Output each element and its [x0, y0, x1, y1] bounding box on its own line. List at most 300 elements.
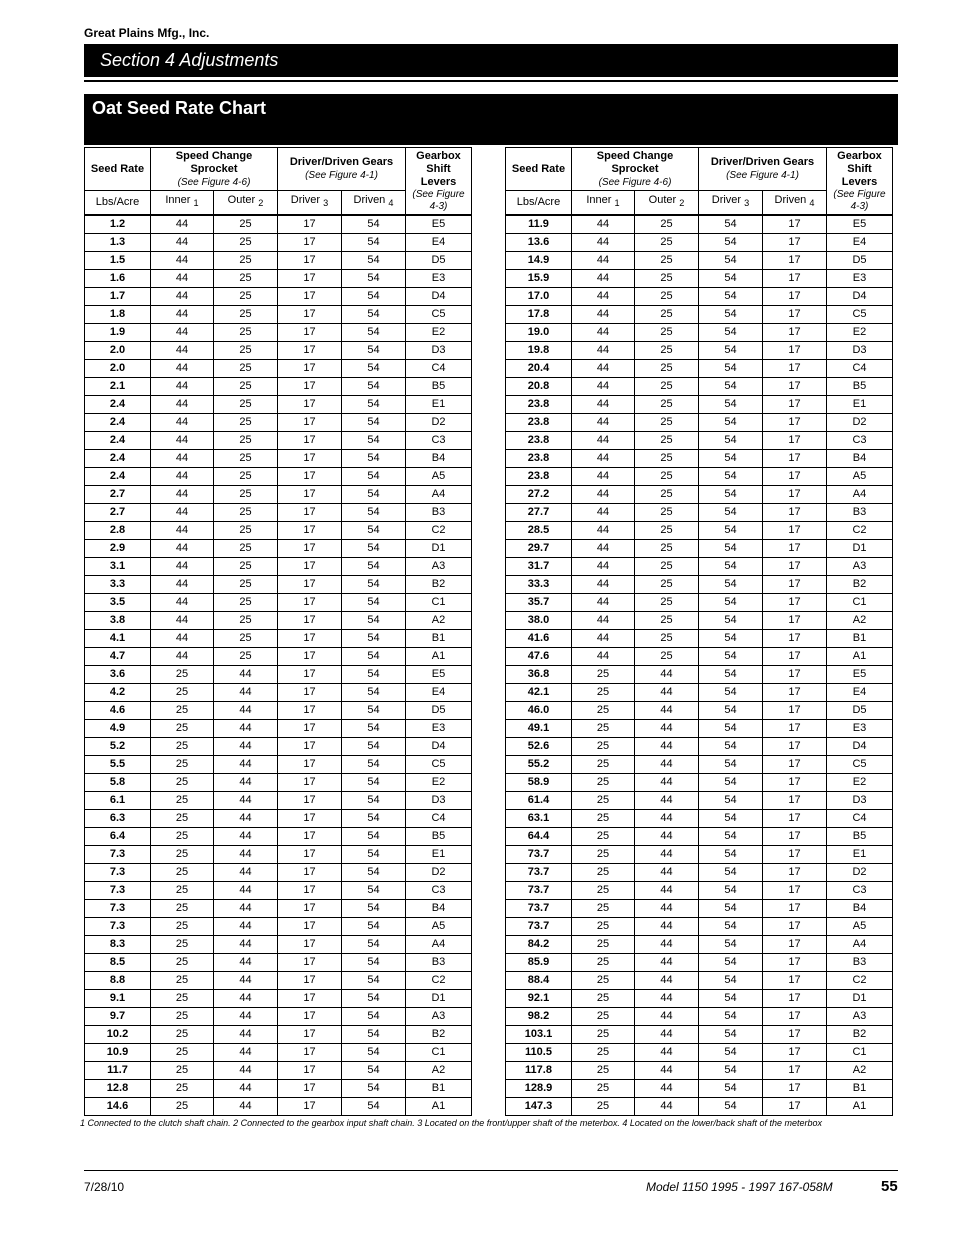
- table-row: [506, 1008, 893, 1026]
- table-cell: 17: [763, 864, 827, 882]
- table-cell: 25: [572, 1044, 635, 1062]
- table-cell: 54: [342, 522, 406, 540]
- table-cell: 54: [342, 936, 406, 954]
- table-cell: D4: [827, 288, 893, 306]
- table-cell: 25: [572, 990, 635, 1008]
- table-cell: 54: [342, 360, 406, 378]
- table-cell: 25: [635, 540, 699, 558]
- seed-rate-cell: 2.4: [85, 432, 151, 450]
- seed-rate-cell: 3.5: [85, 594, 151, 612]
- table-cell: 25: [151, 756, 214, 774]
- table-cell: 17: [763, 324, 827, 342]
- table-cell: D1: [827, 990, 893, 1008]
- table-cell: 44: [151, 252, 214, 270]
- table-row: [85, 215, 472, 234]
- table-cell: 44: [635, 666, 699, 684]
- seed-rate-cell: 8.8: [85, 972, 151, 990]
- table-cell: 54: [699, 450, 763, 468]
- table-cell: B5: [406, 828, 472, 846]
- table-cell: 25: [151, 864, 214, 882]
- table-cell: 54: [342, 1080, 406, 1098]
- table-cell: 44: [572, 432, 635, 450]
- table-cell: 54: [342, 342, 406, 360]
- seed-rate-cell: 5.8: [85, 774, 151, 792]
- table-cell: 25: [214, 306, 278, 324]
- table-cell: 25: [214, 378, 278, 396]
- table-cell: 54: [342, 810, 406, 828]
- table-cell: 54: [699, 1026, 763, 1044]
- table-cell: 25: [214, 288, 278, 306]
- table-row: [85, 846, 472, 864]
- table-cell: 54: [342, 882, 406, 900]
- table-cell: 17: [278, 540, 342, 558]
- table-cell: 54: [699, 684, 763, 702]
- seed-rate-cell: 2.9: [85, 540, 151, 558]
- seed-rate-cell: 19.8: [506, 342, 572, 360]
- table-cell: C1: [827, 594, 893, 612]
- table-cell: C2: [406, 972, 472, 990]
- footer-date: 7/28/10: [84, 1180, 125, 1194]
- col-driven: Driven $_4$: [763, 191, 827, 216]
- table-cell: 25: [572, 1098, 635, 1116]
- table-cell: 54: [699, 504, 763, 522]
- table-row: [85, 720, 472, 738]
- table-cell: 44: [151, 522, 214, 540]
- seed-rate-cell: 73.7: [506, 918, 572, 936]
- table-cell: C4: [406, 810, 472, 828]
- table-cell: 54: [699, 918, 763, 936]
- seed-rate-cell: 98.2: [506, 1008, 572, 1026]
- table-cell: 25: [635, 450, 699, 468]
- table-cell: 54: [699, 396, 763, 414]
- table-cell: E1: [406, 396, 472, 414]
- table-cell: 25: [572, 810, 635, 828]
- table-cell: 17: [763, 648, 827, 666]
- table-cell: 17: [278, 215, 342, 234]
- table-cell: 44: [635, 972, 699, 990]
- col-speed-change-sprocket: Speed Change Sprocket (See Figure 4-6): [572, 148, 699, 191]
- seed-rate-cell: 23.8: [506, 450, 572, 468]
- table-cell: 44: [151, 612, 214, 630]
- page-number: 55: [881, 1178, 898, 1195]
- table-cell: C2: [827, 972, 893, 990]
- table-cell: 17: [763, 972, 827, 990]
- table-cell: 25: [214, 342, 278, 360]
- table-cell: 44: [572, 450, 635, 468]
- seed-rate-cell: 2.0: [85, 360, 151, 378]
- table-cell: 25: [151, 954, 214, 972]
- table-cell: 17: [763, 558, 827, 576]
- table-cell: 44: [214, 666, 278, 684]
- table-cell: 25: [214, 576, 278, 594]
- table-cell: A4: [406, 486, 472, 504]
- table-cell: 25: [214, 486, 278, 504]
- table-cell: C2: [827, 522, 893, 540]
- table-cell: 54: [699, 882, 763, 900]
- table-cell: 25: [151, 846, 214, 864]
- table-cell: 25: [151, 810, 214, 828]
- table-row: [85, 1098, 472, 1116]
- table-cell: E5: [827, 215, 893, 234]
- table-cell: 25: [572, 756, 635, 774]
- table-row: [506, 684, 893, 702]
- table-cell: B5: [827, 378, 893, 396]
- seed-rate-cell: 12.8: [85, 1080, 151, 1098]
- seed-rate-cell: 27.7: [506, 504, 572, 522]
- table-cell: 25: [635, 468, 699, 486]
- table-cell: 25: [151, 684, 214, 702]
- seed-rate-cell: 7.3: [85, 846, 151, 864]
- table-row: [506, 972, 893, 990]
- table-cell: A5: [406, 918, 472, 936]
- table-row: [85, 1080, 472, 1098]
- table-cell: 54: [342, 234, 406, 252]
- table-cell: 44: [214, 1044, 278, 1062]
- table-cell: D1: [406, 990, 472, 1008]
- table-row: [85, 576, 472, 594]
- table-cell: 25: [151, 900, 214, 918]
- table-cell: 25: [214, 252, 278, 270]
- table-cell: 17: [278, 612, 342, 630]
- table-cell: 54: [699, 306, 763, 324]
- seed-rate-cell: 8.5: [85, 954, 151, 972]
- table-cell: B2: [406, 576, 472, 594]
- table-cell: 44: [214, 1098, 278, 1116]
- table-cell: 44: [214, 1008, 278, 1026]
- table-row: [85, 558, 472, 576]
- table-cell: 54: [699, 972, 763, 990]
- table-row: [85, 828, 472, 846]
- table-cell: 54: [699, 360, 763, 378]
- seed-rate-cell: 73.7: [506, 900, 572, 918]
- seed-rate-cell: 4.6: [85, 702, 151, 720]
- table-cell: 17: [763, 918, 827, 936]
- table-cell: B2: [827, 576, 893, 594]
- table-cell: 25: [635, 504, 699, 522]
- table-cell: 17: [763, 738, 827, 756]
- table-cell: A3: [406, 558, 472, 576]
- table-cell: 25: [572, 1008, 635, 1026]
- table-cell: 25: [572, 774, 635, 792]
- table-cell: 54: [699, 648, 763, 666]
- table-row: [85, 306, 472, 324]
- table-cell: 44: [635, 756, 699, 774]
- table-cell: 25: [151, 882, 214, 900]
- table-cell: 54: [699, 486, 763, 504]
- table-cell: 54: [699, 936, 763, 954]
- table-cell: 54: [699, 792, 763, 810]
- table-cell: 17: [763, 378, 827, 396]
- table-row: [85, 270, 472, 288]
- table-cell: 54: [699, 810, 763, 828]
- table-cell: 25: [214, 324, 278, 342]
- table-cell: 54: [699, 702, 763, 720]
- table-cell: 17: [278, 918, 342, 936]
- table-cell: 25: [214, 540, 278, 558]
- table-cell: 54: [342, 1044, 406, 1062]
- table-cell: 17: [278, 486, 342, 504]
- table-cell: B2: [827, 1026, 893, 1044]
- table-cell: 17: [278, 414, 342, 432]
- seed-rate-cell: 63.1: [506, 810, 572, 828]
- seed-rate-cell: 117.8: [506, 1062, 572, 1080]
- table-cell: 25: [572, 1062, 635, 1080]
- table-cell: 44: [572, 540, 635, 558]
- table-cell: D5: [827, 252, 893, 270]
- table-cell: 17: [278, 288, 342, 306]
- table-cell: 54: [699, 900, 763, 918]
- table-cell: B3: [827, 954, 893, 972]
- table-row: [85, 450, 472, 468]
- table-cell: C5: [406, 306, 472, 324]
- table-cell: 17: [763, 630, 827, 648]
- table-cell: 25: [151, 1098, 214, 1116]
- table-cell: D5: [827, 702, 893, 720]
- table-cell: 17: [278, 936, 342, 954]
- table-cell: 17: [763, 234, 827, 252]
- seed-rate-cell: 15.9: [506, 270, 572, 288]
- table-cell: 44: [151, 378, 214, 396]
- table-cell: 17: [278, 1026, 342, 1044]
- table-cell: 44: [635, 1080, 699, 1098]
- table-row: [506, 666, 893, 684]
- table-cell: 25: [635, 234, 699, 252]
- table-row: [506, 1062, 893, 1080]
- table-cell: A4: [827, 486, 893, 504]
- table-cell: A5: [827, 918, 893, 936]
- seed-rate-cell: 2.1: [85, 378, 151, 396]
- table-cell: 17: [278, 594, 342, 612]
- table-row: [506, 594, 893, 612]
- seed-rate-cell: 55.2: [506, 756, 572, 774]
- seed-rate-cell: 10.2: [85, 1026, 151, 1044]
- table-cell: 25: [151, 1008, 214, 1026]
- table-cell: D2: [827, 864, 893, 882]
- seed-rate-cell: 6.4: [85, 828, 151, 846]
- table-cell: B1: [827, 1080, 893, 1098]
- table-cell: 54: [342, 1008, 406, 1026]
- table-cell: 54: [699, 846, 763, 864]
- table-cell: C1: [406, 594, 472, 612]
- table-cell: 17: [763, 360, 827, 378]
- col-seed-rate: Seed Rate: [506, 148, 572, 191]
- seed-rate-cell: 31.7: [506, 558, 572, 576]
- table-cell: 17: [278, 576, 342, 594]
- table-cell: 44: [214, 828, 278, 846]
- table-cell: 17: [763, 936, 827, 954]
- table-cell: 44: [635, 1098, 699, 1116]
- table-cell: 54: [699, 522, 763, 540]
- col-seed-rate: Seed Rate: [85, 148, 151, 191]
- col-driver-driven-gears: Driver/Driven Gears (See Figure 4-1): [278, 148, 406, 191]
- col-driven: Driven $_4$: [342, 191, 406, 216]
- table-cell: 17: [763, 450, 827, 468]
- table-cell: 25: [572, 936, 635, 954]
- table-cell: 54: [342, 252, 406, 270]
- table-cell: 17: [278, 828, 342, 846]
- table-cell: 17: [763, 306, 827, 324]
- table-cell: 54: [699, 774, 763, 792]
- table-cell: 54: [699, 414, 763, 432]
- seed-rate-cell: 19.0: [506, 324, 572, 342]
- seed-rate-cell: 33.3: [506, 576, 572, 594]
- table-cell: B4: [406, 450, 472, 468]
- table-cell: 17: [763, 522, 827, 540]
- table-cell: 54: [699, 1062, 763, 1080]
- table-row: [85, 954, 472, 972]
- table-cell: 17: [763, 702, 827, 720]
- seed-rate-cell: 47.6: [506, 648, 572, 666]
- table-cell: C3: [406, 432, 472, 450]
- table-row: [506, 810, 893, 828]
- seed-rate-cell: 1.5: [85, 252, 151, 270]
- table-cell: 44: [214, 864, 278, 882]
- table-cell: 25: [572, 702, 635, 720]
- table-cell: 44: [214, 972, 278, 990]
- table-cell: 25: [572, 954, 635, 972]
- table-row: [506, 468, 893, 486]
- table-cell: 17: [278, 756, 342, 774]
- table-cell: B1: [406, 1080, 472, 1098]
- table-cell: 44: [214, 720, 278, 738]
- seed-rate-cell: 14.9: [506, 252, 572, 270]
- table-cell: 44: [572, 324, 635, 342]
- table-cell: 54: [342, 972, 406, 990]
- table-cell: A5: [406, 468, 472, 486]
- table-row: [85, 324, 472, 342]
- table-cell: 25: [635, 630, 699, 648]
- col-driver: Driver $_3$: [699, 191, 763, 216]
- table-row: [506, 954, 893, 972]
- table-cell: 17: [763, 215, 827, 234]
- table-row: [506, 450, 893, 468]
- table-row: [85, 252, 472, 270]
- table-cell: 54: [342, 378, 406, 396]
- footer-model: Model 1150 1995 - 1997 167-058M: [646, 1180, 833, 1194]
- seed-rate-cell: 9.7: [85, 1008, 151, 1026]
- table-cell: 25: [214, 594, 278, 612]
- table-cell: 54: [342, 774, 406, 792]
- table-cell: 25: [635, 432, 699, 450]
- table-cell: 44: [572, 215, 635, 234]
- table-cell: 44: [635, 882, 699, 900]
- table-cell: 44: [151, 414, 214, 432]
- table-cell: C3: [406, 882, 472, 900]
- table-cell: 44: [572, 558, 635, 576]
- col-speed-change-sprocket: Speed Change Sprocket (See Figure 4-6): [151, 148, 278, 191]
- table-cell: 54: [699, 324, 763, 342]
- table-cell: 44: [635, 792, 699, 810]
- table-row: [506, 342, 893, 360]
- table-cell: A2: [406, 1062, 472, 1080]
- table-row: [85, 468, 472, 486]
- table-cell: 25: [572, 846, 635, 864]
- table-cell: 25: [214, 234, 278, 252]
- seed-rate-cell: 2.4: [85, 468, 151, 486]
- seed-rate-cell: 20.8: [506, 378, 572, 396]
- table-cell: 54: [342, 630, 406, 648]
- seed-rate-cell: 73.7: [506, 882, 572, 900]
- company-name: Great Plains Mfg., Inc.: [84, 26, 210, 40]
- table-cell: C5: [406, 756, 472, 774]
- table-cell: 17: [763, 432, 827, 450]
- table-cell: 44: [572, 234, 635, 252]
- table-cell: 44: [572, 288, 635, 306]
- table-cell: 54: [699, 864, 763, 882]
- table-cell: 44: [151, 360, 214, 378]
- table-cell: 44: [635, 702, 699, 720]
- table-cell: 44: [151, 594, 214, 612]
- table-cell: 44: [572, 360, 635, 378]
- table-cell: 25: [572, 666, 635, 684]
- table-cell: A3: [827, 558, 893, 576]
- seed-rate-cell: 11.7: [85, 1062, 151, 1080]
- table-cell: 44: [635, 828, 699, 846]
- table-row: [85, 486, 472, 504]
- table-cell: D4: [406, 288, 472, 306]
- table-cell: 17: [278, 666, 342, 684]
- seed-rate-cell: 20.4: [506, 360, 572, 378]
- table-cell: 25: [572, 828, 635, 846]
- table-cell: 17: [278, 450, 342, 468]
- table-cell: D5: [406, 702, 472, 720]
- table-cell: 54: [699, 270, 763, 288]
- table-row: [85, 522, 472, 540]
- table-cell: 25: [214, 468, 278, 486]
- table-cell: 54: [342, 432, 406, 450]
- table-cell: 44: [151, 396, 214, 414]
- table-row: [506, 414, 893, 432]
- seed-rate-cell: 64.4: [506, 828, 572, 846]
- seed-rate-cell: 6.1: [85, 792, 151, 810]
- table-cell: 17: [763, 540, 827, 558]
- table-cell: 25: [214, 360, 278, 378]
- col-gearbox-shift-levers: Gearbox Shift Levers (See Figure 4-3): [406, 148, 472, 216]
- table-cell: 54: [342, 954, 406, 972]
- table-cell: 25: [151, 1080, 214, 1098]
- table-cell: 54: [342, 324, 406, 342]
- table-cell: 54: [342, 594, 406, 612]
- table-cell: 44: [214, 954, 278, 972]
- table-cell: C5: [827, 306, 893, 324]
- seed-rate-cell: 13.6: [506, 234, 572, 252]
- table-cell: 44: [214, 1026, 278, 1044]
- seed-rate-cell: 7.3: [85, 918, 151, 936]
- table-cell: 17: [763, 684, 827, 702]
- table-row: [85, 1044, 472, 1062]
- table-cell: 17: [278, 846, 342, 864]
- seed-rate-cell: 42.1: [506, 684, 572, 702]
- table-cell: A1: [406, 1098, 472, 1116]
- table-cell: A4: [827, 936, 893, 954]
- table-cell: 44: [635, 864, 699, 882]
- table-row: [506, 738, 893, 756]
- table-cell: C4: [406, 360, 472, 378]
- table-cell: 54: [699, 342, 763, 360]
- table-row: [506, 1026, 893, 1044]
- table-cell: 54: [342, 990, 406, 1008]
- table-cell: 54: [342, 576, 406, 594]
- seed-rate-cell: 5.2: [85, 738, 151, 756]
- table-cell: 25: [635, 378, 699, 396]
- table-cell: 44: [214, 756, 278, 774]
- seed-rate-cell: 3.6: [85, 666, 151, 684]
- section-header: Section 4 Adjustments: [84, 44, 898, 77]
- table-cell: 44: [572, 270, 635, 288]
- table-cell: D3: [406, 792, 472, 810]
- table-row: [506, 432, 893, 450]
- table-row: [85, 612, 472, 630]
